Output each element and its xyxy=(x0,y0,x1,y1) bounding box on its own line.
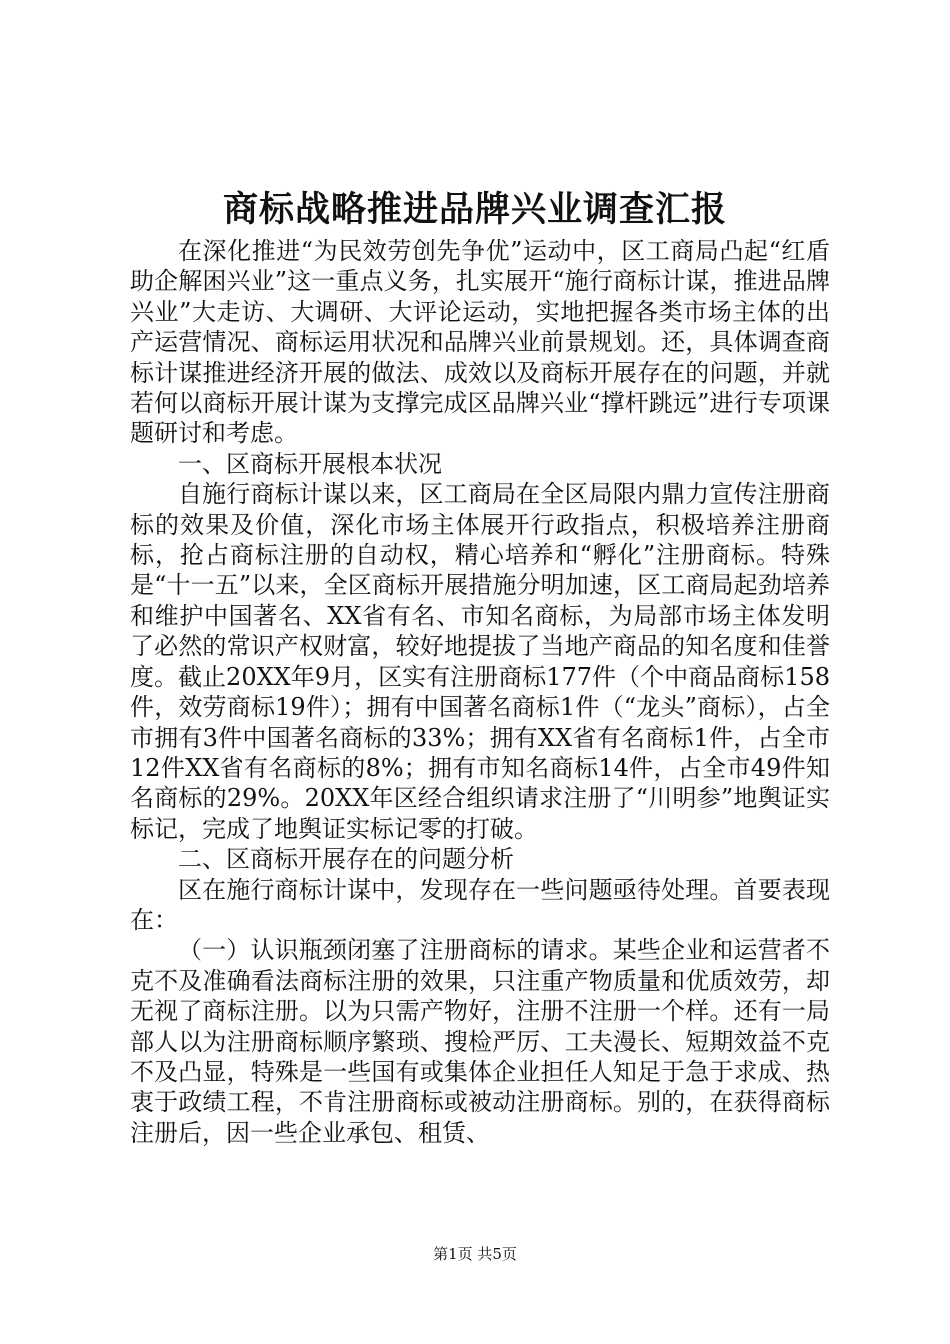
paragraph-intro: 在深化推进“为民效劳创先争优”运动中，区工商局凸起“红盾助企解困兴业”这一重点义务，扎实展开“施行商标计谋，推进品牌兴业”大走访、大调研、大评论运动，实地把握各类市场主体的出产运营情况、商标运用状况和品牌兴业前景规划。还，具体调查商标计谋推进经济开展的做法、成效以及商标开展存在的问题，并就若何以商标开展计谋为支撑完成区品牌兴业“撑杆跳远”进行专项课题研讨和考虑。 xyxy=(130,237,830,448)
section-heading-1: 一、区商标开展根本状况 xyxy=(178,449,442,478)
paragraph-status: 自施行商标计谋以来，区工商局在全区局限内鼎力宣传注册商标的效果及价值，深化市场主体展开行政指点，积极培养注册商标，抢占商标注册的自动权，精心培养和“孵化”注册商标。特殊是“十一五”以来，全区商标开展措施分明加速，区工商局起劲培养和维护中国著名、XX省有名、市知名商标，为局部市场主体发明了必然的常识产权财富，较好地提拔了当地产商品的知名度和佳誉度。截止20XX年9月，区实有注册商标177件（个中商品商标158件，效劳商标19件）；拥有中国著名商标1件（“龙头”商标），占全市拥有3件中国著名商标的33%；拥有XX省有名商标1件，占全市12件XX省有名商标的8%；拥有市知名商标14件，占全市49件知名商标的29%。20XX年区经合组织请求注册了“川明参”地舆证实标记，完成了地舆证实标记零的打破。 xyxy=(130,480,830,843)
paragraph-problem-1: （一）认识瓶颈闭塞了注册商标的请求。某些企业和运营者不克不及准确看法商标注册的效果，只注重产物质量和优质效劳，却无视了商标注册。以为只需产物好，注册不注册一个样。还有一局部人以为注册商标顺序繁琐、搜检严厉、工夫漫长、短期效益不克不及凸显，特殊是一些国有或集体企业担任人知足于急于求成、热衷于政绩工程，不肯注册商标或被动注册商标。别的，在获得商标注册后，因一些企业承包、租赁、 xyxy=(130,936,830,1147)
paragraph-problems-intro: 区在施行商标计谋中，发现存在一些问题亟待处理。首要表现在： xyxy=(130,875,830,934)
section-heading-2: 二、区商标开展存在的问题分析 xyxy=(178,845,514,874)
document-body xyxy=(130,236,830,1148)
document-title: 商标战略推进品牌兴业调查汇报 xyxy=(222,189,727,230)
page-footer: 第1页 共5页 xyxy=(433,1245,517,1263)
